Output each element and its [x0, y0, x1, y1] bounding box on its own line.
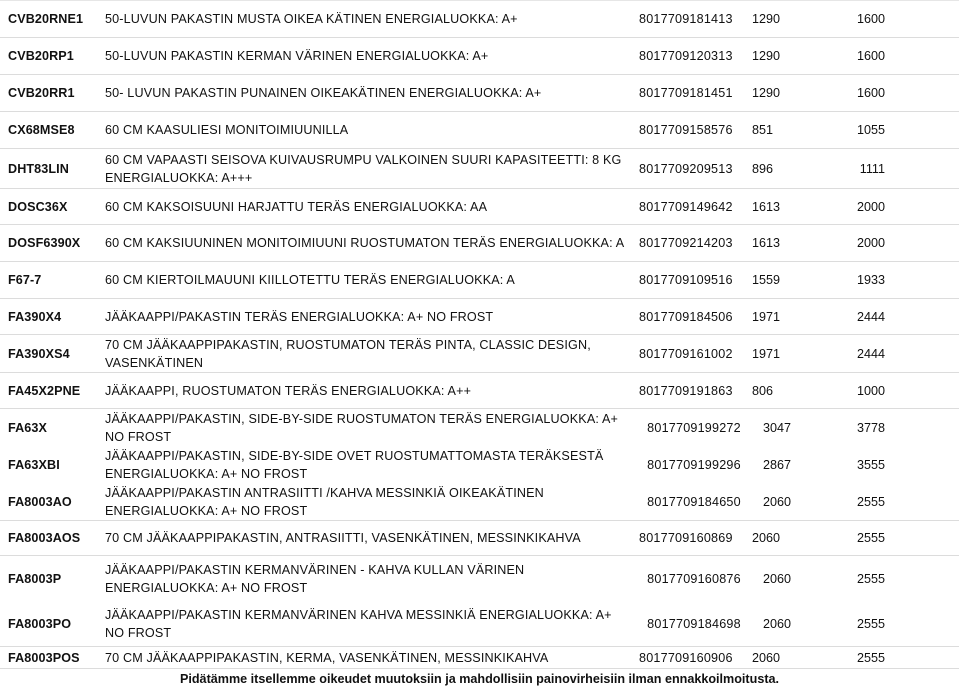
- product-code-cell: [8, 373, 103, 408]
- table-row: [0, 261, 959, 298]
- product-code-cell: [8, 299, 103, 334]
- price-net-cell: [752, 373, 802, 408]
- product-code: FA8003PO: [8, 616, 72, 631]
- product-code-cell: [8, 75, 103, 111]
- price-net: 2060: [752, 650, 781, 665]
- price-net-cell: [752, 225, 802, 261]
- product-description: JÄÄKAAPPI/PAKASTIN ANTRASIITTI /KAHVA MESSINKIÄ OIKEAKÄTINEN ENERGIALUOKKA: A+ NO FROST: [105, 485, 544, 518]
- ean-code-cell: [639, 335, 749, 372]
- product-description: JÄÄKAAPPI/PAKASTIN, SIDE-BY-SIDE OVET RUOSTUMATTOMASTA TERÄKSESTÄ ENERGIALUOKKA: A+ NO FROST: [105, 448, 604, 481]
- product-code: F67-7: [8, 273, 42, 287]
- product-code-cell: [8, 149, 103, 188]
- ean-code: 8017709160869: [639, 531, 733, 545]
- price-net: 1971: [752, 309, 781, 324]
- ean-code-cell: [639, 409, 749, 520]
- price-net-cell: [752, 38, 802, 74]
- ean-code: 8017709184698: [647, 616, 741, 631]
- ean-code: 8017709109516: [639, 273, 733, 287]
- product-code: CVB20RP1: [8, 49, 74, 63]
- ean-code: 8017709199272: [647, 420, 741, 435]
- product-code-cell: [8, 556, 103, 646]
- product-code: DOSC36X: [8, 199, 68, 214]
- price-retail-cell: [835, 409, 885, 520]
- ean-code: 8017709184506: [639, 309, 733, 324]
- ean-code-cell: [639, 1, 749, 37]
- product-code: FA8003AOS: [8, 531, 81, 545]
- price-net-cell: [752, 75, 802, 111]
- product-code: FA390X4: [8, 309, 62, 324]
- price-retail: 1933: [856, 273, 885, 287]
- price-retail: 2555: [856, 494, 885, 509]
- price-net: 1290: [752, 49, 781, 63]
- table-row: [0, 334, 959, 372]
- table-row: [0, 372, 959, 408]
- ean-code-cell: [639, 75, 749, 111]
- ean-code: 8017709184650: [647, 494, 741, 509]
- product-code: DHT83LIN: [8, 161, 69, 176]
- product-description: 70 CM JÄÄKAAPPIPAKASTIN, RUOSTUMATON TERÄS PINTA, CLASSIC DESIGN, VASENKÄTINEN: [105, 337, 591, 370]
- price-net: 1290: [752, 12, 781, 26]
- product-description: 60 CM VAPAASTI SEISOVA KUIVAUSRUMPU VALKOINEN SUURI KAPASITEETTI: 8 KG ENERGIALUOKKA: A+++: [105, 152, 622, 185]
- ean-code: 8017709158576: [639, 123, 733, 137]
- price-retail: 2444: [856, 346, 885, 361]
- price-retail-cell: [835, 75, 885, 111]
- ean-code: 8017709160906: [639, 650, 733, 665]
- ean-code: 8017709199296: [647, 457, 741, 472]
- product-description: JÄÄKAAPPI/PAKASTIN, SIDE-BY-SIDE RUOSTUMATON TERÄS ENERGIALUOKKA: A+ NO FROST: [105, 411, 619, 444]
- product-description: 60 CM KAKSIUUNINEN MONITOIMIUUNI RUOSTUMATON TERÄS ENERGIALUOKKA: A: [105, 236, 625, 250]
- product-description: 70 CM JÄÄKAAPPIPAKASTIN, KERMA, VASENKÄTINEN, MESSINKIKAHVA: [105, 650, 549, 665]
- price-retail-cell: [835, 262, 885, 298]
- price-retail: 2555: [856, 571, 885, 586]
- table-row: [0, 224, 959, 261]
- price-net: 2060: [752, 531, 781, 545]
- product-description: 50- LUVUN PAKASTIN PUNAINEN OIKEAKÄTINEN ENERGIALUOKKA: A+: [105, 86, 542, 100]
- price-net: 3047: [762, 420, 792, 435]
- product-code-cell: [8, 38, 103, 74]
- ean-code: 8017709160876: [647, 571, 741, 586]
- product-description-cell: [105, 262, 625, 298]
- table-row: [0, 74, 959, 111]
- table-row: [0, 188, 959, 224]
- price-net: 806: [752, 383, 774, 398]
- product-description-cell: [105, 647, 625, 668]
- price-net-cell: [752, 647, 802, 668]
- table-row: [0, 298, 959, 334]
- product-description-cell: [105, 556, 625, 646]
- product-description-cell: [105, 409, 625, 520]
- price-net: 2060: [762, 616, 792, 631]
- price-retail-cell: [835, 299, 885, 334]
- price-net: 1613: [752, 236, 781, 250]
- product-code: FA63X: [8, 420, 48, 435]
- price-retail: 3555: [856, 457, 885, 472]
- price-retail-cell: [835, 225, 885, 261]
- price-retail-cell: [835, 556, 885, 646]
- price-retail-cell: [835, 1, 885, 37]
- product-description: JÄÄKAAPPI, RUOSTUMATON TERÄS ENERGIALUOKKA: A++: [105, 383, 472, 398]
- ean-code-cell: [639, 112, 749, 148]
- price-retail-cell: [835, 647, 885, 668]
- ean-code: 8017709149642: [639, 199, 733, 214]
- table-row: [0, 0, 959, 37]
- ean-code-cell: [639, 38, 749, 74]
- price-net: 1971: [752, 346, 781, 361]
- product-code-cell: [8, 112, 103, 148]
- price-net: 1613: [752, 199, 781, 214]
- product-description-cell: [105, 1, 625, 37]
- ean-code-cell: [639, 299, 749, 334]
- ean-code: 8017709161002: [639, 346, 733, 361]
- price-net-cell: [752, 1, 802, 37]
- product-code: CVB20RNE1: [8, 12, 84, 26]
- product-code: FA390XS4: [8, 346, 70, 361]
- product-code: FA45X2PNE: [8, 383, 81, 398]
- ean-code-cell: [639, 373, 749, 408]
- price-retail-cell: [835, 112, 885, 148]
- price-net: 2867: [762, 457, 792, 472]
- product-description-cell: [105, 38, 625, 74]
- price-net-cell: [752, 149, 802, 188]
- ean-code-cell: [639, 262, 749, 298]
- price-net-cell: [752, 335, 802, 372]
- table-row: [0, 646, 959, 668]
- product-description: 60 CM KIERTOILMAUUNI KIILLOTETTU TERÄS ENERGIALUOKKA: A: [105, 273, 515, 287]
- product-description: 50-LUVUN PAKASTIN MUSTA OIKEA KÄTINEN ENERGIALUOKKA: A+: [105, 12, 518, 26]
- product-description-cell: [105, 299, 625, 334]
- price-net: 2060: [762, 494, 792, 509]
- price-retail-cell: [835, 521, 885, 555]
- price-retail: 1600: [856, 49, 885, 63]
- product-description: JÄÄKAAPPI/PAKASTIN KERMANVÄRINEN KAHVA MESSINKIÄ ENERGIALUOKKA: A+ NO FROST: [105, 607, 612, 640]
- product-code: FA8003P: [8, 571, 62, 586]
- product-description-cell: [105, 335, 625, 372]
- price-net-cell: [752, 112, 802, 148]
- product-description: 60 CM KAKSOISUUNI HARJATTU TERÄS ENERGIALUOKKA: AA: [105, 199, 488, 214]
- product-code: FA63XBI: [8, 457, 60, 472]
- price-retail: 2555: [856, 616, 885, 631]
- product-code-cell: [8, 647, 103, 668]
- price-retail: 3778: [856, 420, 885, 435]
- price-retail: 1000: [856, 383, 885, 398]
- product-code-cell: [8, 521, 103, 555]
- product-code-cell: [8, 1, 103, 37]
- ean-code: 8017709181413: [639, 12, 733, 26]
- price-retail: 1111: [859, 161, 885, 176]
- price-net: 851: [752, 123, 774, 137]
- price-net: 1559: [752, 273, 781, 287]
- table-row: [0, 520, 959, 555]
- price-net-cell: [752, 556, 802, 646]
- price-retail-cell: [835, 373, 885, 408]
- product-code: CVB20RR1: [8, 86, 75, 100]
- price-net-cell: [752, 521, 802, 555]
- price-net-cell: [752, 299, 802, 334]
- ean-code: 8017709191863: [639, 383, 733, 398]
- price-retail: 2555: [856, 531, 885, 545]
- ean-code: 8017709120313: [639, 49, 733, 63]
- product-code: CX68MSE8: [8, 123, 75, 137]
- product-description-cell: [105, 112, 625, 148]
- product-description: JÄÄKAAPPI/PAKASTIN KERMANVÄRINEN - KAHVA KULLAN VÄRINEN ENERGIALUOKKA: A+ NO FROST: [105, 562, 525, 595]
- price-retail-cell: [835, 189, 885, 224]
- product-code-cell: [8, 335, 103, 372]
- price-net-cell: [752, 262, 802, 298]
- price-retail: 1055: [856, 123, 885, 137]
- price-retail: 2444: [856, 309, 885, 324]
- price-net-cell: [752, 189, 802, 224]
- product-description-cell: [105, 189, 625, 224]
- disclaimer-footer: Pidätämme itsellemme oikeudet muutoksiin ja mahdollisiin painovirheisiin ilman ennakkoilmoitusta.: [0, 668, 959, 688]
- price-retail: 1600: [856, 12, 885, 26]
- product-description-cell: [105, 521, 625, 555]
- table-row: [0, 408, 959, 520]
- product-description: 50-LUVUN PAKASTIN KERMAN VÄRINEN ENERGIALUOKKA: A+: [105, 49, 489, 63]
- product-code: DOSF6390X: [8, 236, 81, 250]
- product-code-cell: [8, 409, 103, 520]
- product-description: 60 CM KAASULIESI MONITOIMIUUNILLA: [105, 123, 349, 137]
- price-net: 2060: [762, 571, 792, 586]
- ean-code-cell: [639, 521, 749, 555]
- product-description: JÄÄKAAPPI/PAKASTIN TERÄS ENERGIALUOKKA: A+ NO FROST: [105, 309, 494, 324]
- price-retail: 2000: [856, 199, 885, 214]
- price-net: 896: [752, 161, 774, 176]
- ean-code-cell: [639, 556, 749, 646]
- price-retail: 1600: [856, 86, 885, 100]
- product-code-cell: [8, 189, 103, 224]
- ean-code-cell: [639, 149, 749, 188]
- price-retail: 2555: [856, 650, 885, 665]
- ean-code-cell: [639, 225, 749, 261]
- product-code: FA8003AO: [8, 494, 72, 509]
- ean-code-cell: [639, 189, 749, 224]
- price-retail-cell: [835, 335, 885, 372]
- ean-code: 8017709214203: [639, 236, 733, 250]
- price-net-cell: [752, 409, 802, 520]
- price-retail-cell: [835, 38, 885, 74]
- product-code-cell: [8, 225, 103, 261]
- product-code: FA8003POS: [8, 650, 80, 665]
- product-description-cell: [105, 149, 625, 188]
- product-description: 70 CM JÄÄKAAPPIPAKASTIN, ANTRASIITTI, VASENKÄTINEN, MESSINKIKAHVA: [105, 531, 581, 545]
- product-description-cell: [105, 75, 625, 111]
- product-code-cell: [8, 262, 103, 298]
- product-description-cell: [105, 225, 625, 261]
- price-net: 1290: [752, 86, 781, 100]
- product-description-cell: [105, 373, 625, 408]
- table-row: [0, 555, 959, 646]
- ean-code: 8017709181451: [639, 86, 733, 100]
- table-row: [0, 37, 959, 74]
- price-retail: 2000: [856, 236, 885, 250]
- table-row: [0, 148, 959, 188]
- ean-code-cell: [639, 647, 749, 668]
- ean-code: 8017709209513: [639, 161, 733, 176]
- price-retail-cell: [835, 149, 885, 188]
- table-row: [0, 111, 959, 148]
